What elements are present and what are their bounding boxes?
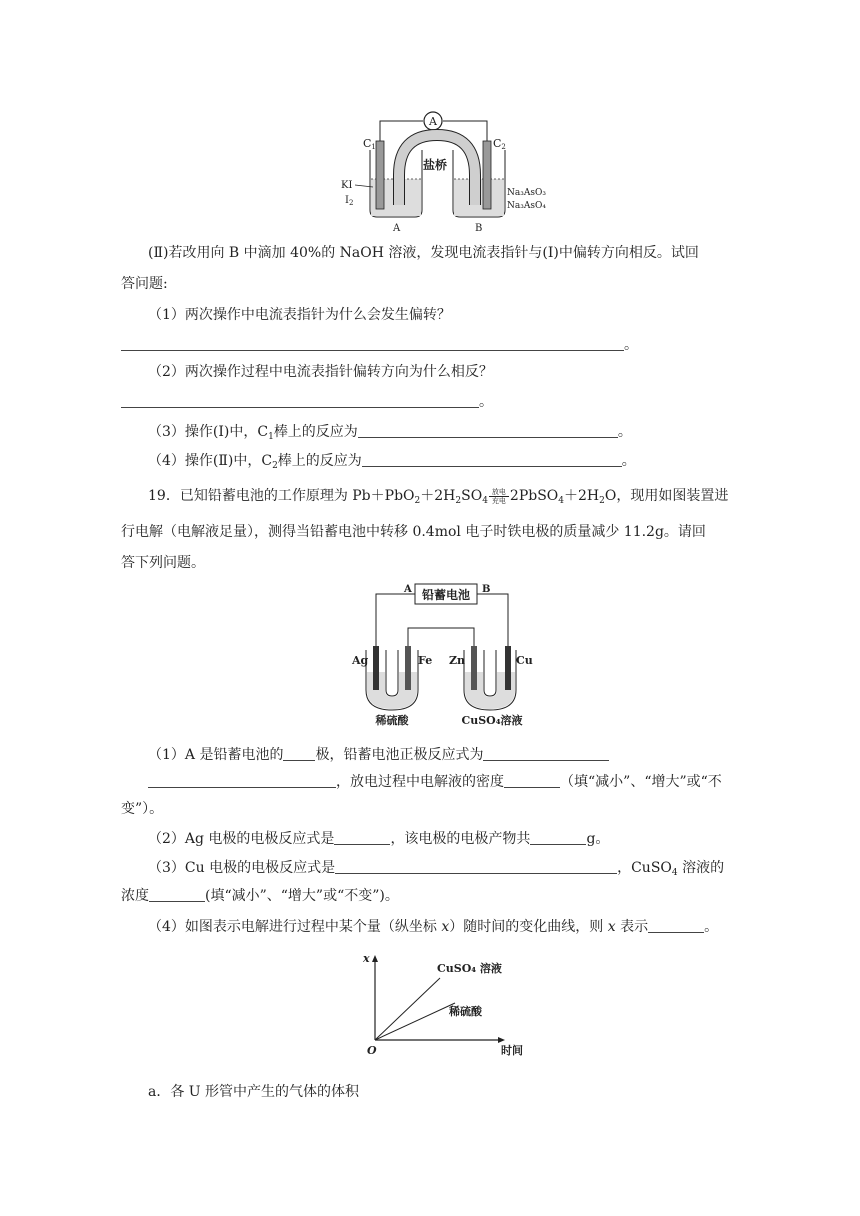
terminal-b-label: B — [482, 584, 491, 595]
c1-label: C1 — [363, 137, 376, 151]
q19-s4: （4）如图表示电解进行过程中某个量（纵坐标 x）随时间的变化曲线，则 x 表示 。 — [148, 919, 719, 935]
terminal-a-label: A — [404, 584, 412, 595]
answer-blank[interactable] — [121, 336, 624, 351]
answer-blank[interactable] — [483, 746, 609, 761]
origin-label: O — [367, 1044, 377, 1057]
answer-blank[interactable] — [121, 393, 479, 408]
salt-bridge-label: 盐桥 — [422, 158, 448, 172]
x-axis-label: 时间 — [501, 1044, 523, 1057]
ammeter-label: A — [429, 115, 437, 128]
q19-line2: 行电解（电解液足量），测得当铅蓄电池中转移 0.4mol 电子时铁电极的质量减少 11.2g。请回 — [121, 524, 706, 540]
sulfuric-line-label: 稀硫酸 — [449, 1005, 482, 1018]
q19-s3-line1: （3）Cu 电极的电极反应式是 ，CuSO$_4$ 溶液的 — [148, 860, 725, 878]
na3aso3-label: Na₃AsO₃ — [507, 188, 546, 198]
i2-label: $I_2$ — [345, 195, 354, 207]
dilute-sulfuric-label: 稀硫酸 — [375, 714, 409, 727]
q18-intro-line1: (Ⅱ)若改用向 B 中滴加 40%的 NaOH 溶液，发现电流表指针与(Ⅰ)中偏转方向相反。试回 — [148, 245, 699, 261]
ag-label: Ag — [352, 654, 369, 667]
beaker-a-label: A — [393, 223, 401, 234]
na3aso4-label: Na₃AsO₄ — [507, 201, 546, 211]
q18-intro-line2: 答问题: — [121, 276, 168, 292]
q19-s1-line2: ，放电过程中电解液的密度 （填“减小”、“增大”或“不 — [148, 772, 722, 792]
answer-blank[interactable] — [335, 859, 617, 874]
answer-blank[interactable] — [334, 830, 390, 845]
kI-label: KI — [341, 180, 353, 191]
cuso4-line — [375, 978, 440, 1040]
fe-label: Fe — [418, 654, 433, 667]
zn-label: Zn — [449, 654, 466, 667]
q19-line3: 答下列问题。 — [121, 555, 205, 571]
q18-part3: （3）操作(Ⅰ)中，$C_1$棒上的反应为 。 — [148, 424, 632, 442]
figure-electrolysis — [350, 578, 540, 728]
figure-time-graph — [355, 948, 535, 1060]
q19-option-a: a．各 U 形管中产生的气体的体积 — [148, 1084, 360, 1100]
sulfuric-line — [375, 1003, 455, 1040]
reaction-arrow: $\frac{\text{放电}}{\text{充电}}$ — [489, 488, 509, 505]
answer-blank[interactable] — [283, 746, 315, 761]
cu-electrode — [505, 646, 511, 690]
fe-electrode — [405, 646, 411, 690]
q18-part1-answer: 。 — [121, 335, 638, 355]
ag-electrode — [373, 646, 379, 690]
answer-blank[interactable] — [648, 918, 704, 933]
q19-s2: （2）Ag 电极的电极反应式是 ，该电极的电极产物共 g。 — [148, 831, 610, 847]
q18-part4: （4）操作(Ⅱ)中，$C_2$棒上的反应为 。 — [148, 453, 636, 471]
cuso4-line-label: CuSO₄ 溶液 — [437, 962, 502, 975]
answer-blank[interactable] — [149, 887, 205, 902]
beaker-b-label: B — [475, 223, 483, 234]
q18-part2: （2）两次操作过程中电流表指针偏转方向为什么相反？ — [148, 364, 493, 380]
battery-label: 铅蓄电池 — [421, 588, 471, 602]
cu-label: Cu — [516, 654, 533, 667]
cuso4-solution-label: CuSO₄溶液 — [461, 714, 523, 727]
c2-label: C2 — [493, 137, 506, 151]
q18-part2-answer: 。 — [121, 392, 493, 412]
answer-blank[interactable] — [530, 830, 586, 845]
q19-s3-line2: 浓度 (填“减小”、“增大”或“不变”)。 — [121, 888, 399, 904]
zn-electrode — [471, 646, 477, 690]
q19-s1-line3: 变”）。 — [121, 801, 164, 817]
q18-part1: （1）两次操作中电流表指针为什么会发生偏转？ — [148, 307, 451, 323]
answer-blank[interactable] — [362, 452, 622, 467]
y-axis-label: x — [363, 952, 370, 965]
answer-blank[interactable] — [504, 773, 560, 788]
answer-blank[interactable] — [148, 773, 336, 788]
figure-galvanic-cell — [335, 105, 555, 235]
answer-blank[interactable] — [358, 423, 618, 438]
q19-line1: 19．已知铅蓄电池的工作原理为 $Pb+PbO_2+2H_2SO_4$ $\frac{\text{放电}}{\text{充电}}$ $2PbSO_4+2H_2O$，现用如图装置进 — [148, 487, 729, 506]
q19-s1-line1: （1）A 是铅蓄电池的 极，铅蓄电池正极反应式为 — [148, 745, 609, 765]
